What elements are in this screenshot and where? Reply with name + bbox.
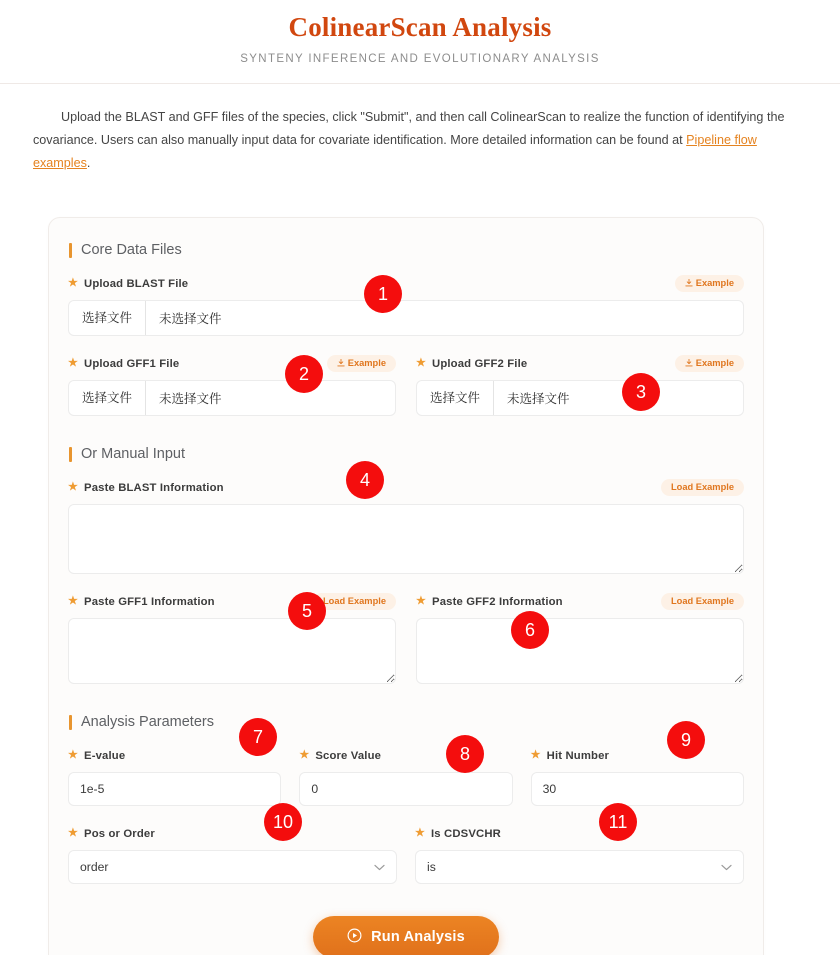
file-input-gff2[interactable]: [416, 380, 744, 416]
required-star-icon: ★: [299, 749, 310, 761]
field-hit-number: [531, 746, 744, 806]
page-title: ColinearScan Analysis: [288, 12, 552, 42]
label-paste-gff2: [416, 596, 563, 608]
annotation-badge-2: 2: [285, 355, 323, 393]
file-status-gff1: 未选择文件: [159, 391, 222, 406]
annotation-badge-3: 3: [622, 373, 660, 411]
label-text: Paste GFF1 Information: [84, 595, 215, 608]
run-analysis-label: Run Analysis: [371, 929, 465, 945]
label-text: Pos or Order: [84, 827, 155, 840]
label-upload-gff2-file: [416, 358, 527, 370]
section-accent-bar-icon: [69, 715, 72, 730]
run-button-container: [68, 916, 744, 955]
label-is-cdsvchr: [415, 828, 501, 840]
paste-gff1-textarea[interactable]: [68, 618, 396, 684]
annotation-badge-10: 10: [264, 803, 302, 841]
annotation-badge-5: 5: [288, 592, 326, 630]
example-button-gff2[interactable]: [675, 355, 744, 372]
field-paste-blast: [68, 478, 744, 574]
required-star-icon: ★: [416, 595, 427, 607]
download-icon: [337, 359, 345, 367]
example-button-label: Example: [347, 357, 386, 368]
label-pos-or-order: [68, 828, 155, 840]
field-pos-or-order: [68, 824, 397, 884]
label-text: Score Value: [315, 749, 382, 762]
field-head-paste-blast: [68, 478, 744, 497]
required-star-icon: ★: [68, 357, 79, 369]
field-head-cdsvchr: [415, 824, 744, 843]
choose-file-button-gff2[interactable]: 选择文件: [417, 381, 494, 415]
label-hit-number: [531, 750, 609, 762]
field-head-gff1: [68, 354, 396, 373]
load-example-button-gff2[interactable]: [661, 593, 744, 610]
required-star-icon: ★: [416, 357, 427, 369]
download-icon: [685, 279, 693, 287]
label-text: Hit Number: [546, 749, 610, 762]
example-button-gff1[interactable]: [327, 355, 396, 372]
label-text: Upload GFF2 File: [432, 357, 528, 370]
section-accent-bar-icon: [69, 243, 72, 258]
field-paste-gff1: [68, 592, 396, 684]
paste-gff2-textarea[interactable]: [416, 618, 744, 684]
pipeline-flow-examples-link[interactable]: Pipeline flow examples: [33, 133, 757, 170]
label-paste-gff1: [68, 596, 215, 608]
example-button-label: Example: [695, 277, 734, 288]
required-star-icon: ★: [530, 749, 541, 761]
required-star-icon: ★: [68, 749, 79, 761]
paste-blast-textarea[interactable]: [68, 504, 744, 574]
file-status-blast: 未选择文件: [159, 311, 222, 326]
label-text: Upload GFF1 File: [84, 357, 180, 370]
section-title-params: Analysis Parameters: [81, 714, 214, 730]
annotation-badge-7: 7: [239, 718, 277, 756]
load-example-button-label: Load Example: [670, 481, 734, 492]
section-header-core-data-files: [69, 242, 744, 258]
section-title-core: Core Data Files: [81, 242, 182, 258]
intro-text: Upload the BLAST and GFF files of the species, click "Submit", and then call ColinearScan to realize the function of identifying the covariance. Users can also manually input data for covariate identification. More detailed information can be found at: [33, 110, 785, 147]
field-paste-gff2: [416, 592, 744, 684]
row-select-params: [68, 824, 744, 902]
file-input-blast[interactable]: [68, 300, 744, 336]
annotation-badge-1: 1: [364, 275, 402, 313]
required-star-icon: ★: [68, 277, 79, 289]
field-head-gff2: [416, 354, 744, 373]
label-text: E-value: [84, 749, 126, 762]
header-divider: [0, 83, 840, 84]
required-star-icon: ★: [68, 827, 79, 839]
hit-number-input[interactable]: [531, 772, 744, 806]
field-head-paste-gff1: [68, 592, 396, 611]
section-header-analysis-parameters: [69, 714, 744, 730]
row-numeric-params: [68, 746, 744, 824]
score-value-input[interactable]: [299, 772, 512, 806]
field-upload-gff1-file: [68, 354, 396, 416]
field-is-cdsvchr: [415, 824, 744, 884]
label-upload-blast-file: [68, 278, 188, 290]
run-analysis-button[interactable]: [313, 916, 499, 955]
field-evalue: [68, 746, 281, 806]
label-score-value: [299, 750, 381, 762]
play-circle-icon: [347, 928, 362, 947]
label-upload-gff1-file: [68, 358, 179, 370]
label-text: Upload BLAST File: [84, 277, 189, 290]
required-star-icon: ★: [68, 595, 79, 607]
annotation-badge-8: 8: [446, 735, 484, 773]
section-title-manual: Or Manual Input: [81, 446, 185, 462]
label-paste-blast: [68, 482, 224, 494]
load-example-button-blast[interactable]: [661, 479, 744, 496]
annotation-badge-4: 4: [346, 461, 384, 499]
annotation-badge-11: 11: [599, 803, 637, 841]
section-header-manual-input: [69, 446, 744, 462]
field-upload-blast-file: [68, 274, 744, 336]
file-status-gff2: 未选择文件: [507, 391, 570, 406]
required-star-icon: ★: [68, 481, 79, 493]
annotation-badge-9: 9: [667, 721, 705, 759]
pos-or-order-select-wrap: [68, 850, 397, 884]
load-example-button-label: Load Example: [322, 595, 386, 606]
label-text: Paste GFF2 Information: [432, 595, 563, 608]
is-cdsvchr-select-wrap: [415, 850, 744, 884]
page-header: [0, 0, 840, 84]
field-head-pos-order: [68, 824, 397, 843]
choose-file-button-blast[interactable]: 选择文件: [69, 301, 146, 335]
field-head-paste-gff2: [416, 592, 744, 611]
choose-file-button-gff1[interactable]: 选择文件: [69, 381, 146, 415]
intro-paragraph: [33, 106, 807, 175]
example-button-blast[interactable]: [675, 275, 744, 292]
field-head-hit: [531, 746, 744, 765]
field-head-blast: [68, 274, 744, 293]
label-text: Paste BLAST Information: [84, 481, 224, 494]
analysis-form-card: [48, 217, 764, 955]
label-evalue: [68, 750, 125, 762]
page-subtitle: SYNTENY INFERENCE AND EVOLUTIONARY ANALYSIS: [240, 53, 600, 65]
required-star-icon: ★: [415, 827, 426, 839]
load-example-button-label: Load Example: [670, 595, 734, 606]
example-button-label: Example: [695, 357, 734, 368]
pos-or-order-select[interactable]: [68, 850, 397, 884]
label-text: Is CDSVCHR: [431, 827, 501, 840]
intro-text-end: .: [86, 156, 91, 170]
file-input-gff1[interactable]: [68, 380, 396, 416]
evalue-input[interactable]: [68, 772, 281, 806]
field-upload-gff2-file: [416, 354, 744, 416]
pos-or-order-selected-value: order: [80, 860, 109, 874]
row-paste-gff: [68, 592, 744, 702]
is-cdsvchr-selected-value: is: [427, 860, 436, 874]
section-accent-bar-icon: [69, 447, 72, 462]
annotation-badge-6: 6: [511, 611, 549, 649]
is-cdsvchr-select[interactable]: [415, 850, 744, 884]
download-icon: [685, 359, 693, 367]
